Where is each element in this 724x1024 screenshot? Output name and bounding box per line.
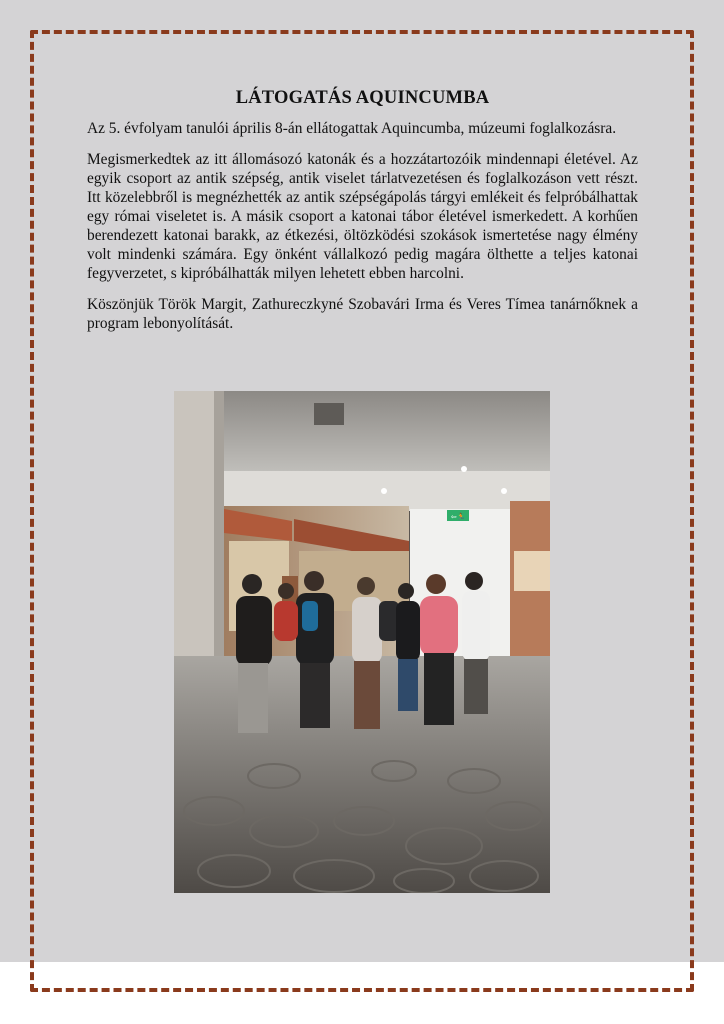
paragraph-body: Megismerkedtek az itt állomásozó katonák és a hozzátartozóik mindennapi életével. Az egyik csoport az antik szépség, antik viselet tárlatvezetésen és foglalkozáson vett részt. Itt közelebbről is megnézhették az antik szépségápolás tárgyi emlékeit és felpróbálhattak egy római viseletet is. A másik csoport a katonai tábor életével ismerkedett. A korhűen berendezett katonai barakk, az étkezési, öltözködési szokások ismertetése nagy élmény volt mindenki számára. Egy önként vállalkozó pedig magára ölthette a teljes katonai fegyverzetet, s kipróbálhatták milyen lehetett ebben harcolni. bbox=[87, 151, 638, 282]
ceiling-vent bbox=[314, 403, 344, 425]
ceiling-soffit bbox=[204, 471, 550, 511]
ceiling-light bbox=[501, 488, 507, 494]
paragraph-thanks: Köszönjük Török Margit, Zathureczkyné Szobavári Irma és Veres Tímea tanárnőknek a program lebonyolítását. bbox=[87, 296, 638, 332]
museum-visit-photo bbox=[174, 391, 550, 893]
ceiling-light bbox=[461, 466, 467, 472]
paragraph-intro: Az 5. évfolyam tanulói április 8-án ellátogattak Aquincumba, múzeumi foglalkozásra. bbox=[87, 120, 617, 137]
article bbox=[87, 88, 638, 345]
right-exhibit-light bbox=[514, 551, 550, 591]
ceiling-light bbox=[381, 488, 387, 494]
article-title: LÁTOGATÁS AQUINCUMBA bbox=[235, 88, 490, 108]
exit-sign-glyph: ⇦🏃 bbox=[450, 513, 466, 521]
